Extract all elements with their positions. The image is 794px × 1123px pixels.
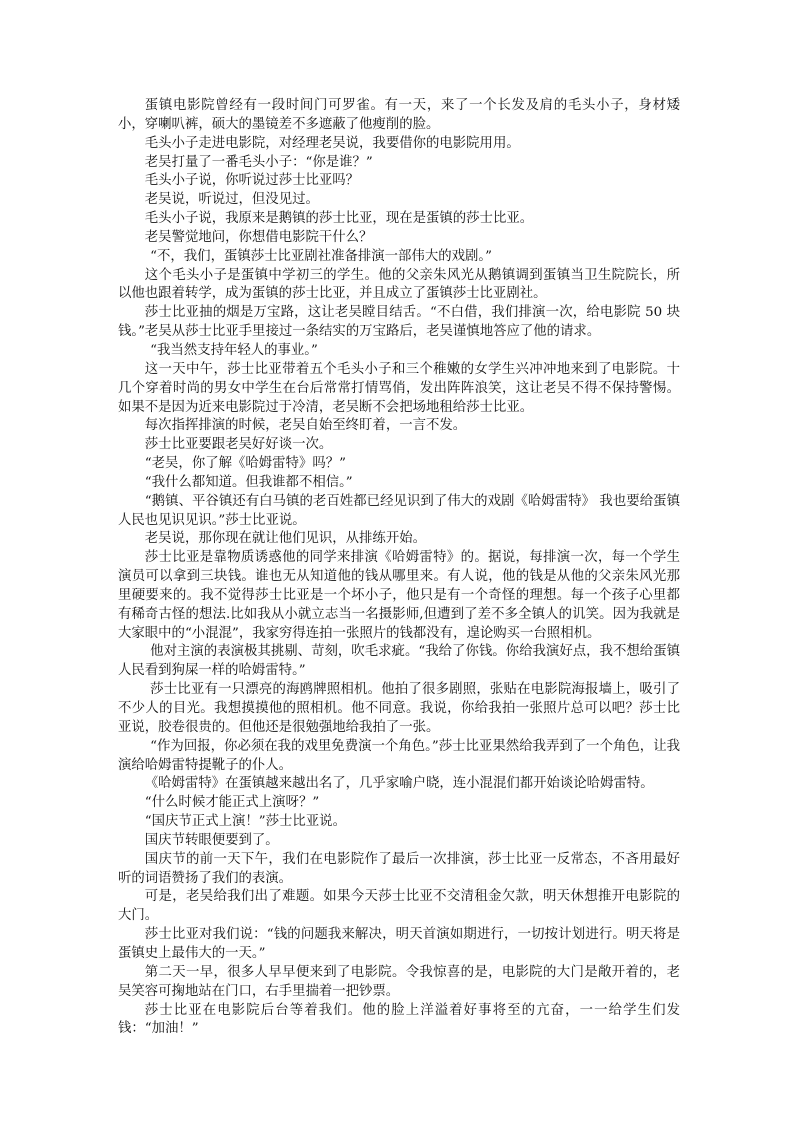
paragraph: 莎士比亚抽的烟是万宝路，这让老吴瞠目结舌。“不白借，我们排演一次，给电影院 50 块钱。”老吴从莎士比亚手里接过一条结实的万宝路后，老吴谨慎地答应了他的请求。 — [118, 305, 680, 340]
paragraph: 国庆节的前一天下午，我们在电影院作了最后一次排演，莎士比亚一反常态，不吝用最好听的词语赞扬了我们的表演。 — [118, 851, 680, 886]
paragraph: 这个毛头小子是蛋镇中学初三的学生。他的父亲朱风光从鹅镇调到蛋镇当卫生院院长，所以他也跟着转学，成为蛋镇的莎士比亚，并且成立了蛋镇莎士比亚剧社。 — [118, 267, 680, 302]
paragraph: 《哈姆雷特》在蛋镇越来越出名了，几乎家喻户晓，连小混混们都开始谈论哈姆雷特。 — [144, 776, 654, 792]
paragraph: “我当然支持年轻人的事业。” — [150, 342, 318, 358]
paragraph: 老吴说，听说过，但没见过。 — [144, 192, 319, 208]
paragraph: 这一天中午，莎士比亚带着五个毛头小子和三个稚嫩的女学生兴冲冲地来到了电影院。十几个穿着时尚的男女中学生在台后常常打情骂俏，发出阵阵浪笑，这让老吴不得不保持警惕。如果不是因为近来电影院过于冷清，老吴断不会把场地租给莎士比亚。 — [118, 361, 680, 415]
paragraph: 莎士比亚有一只漂亮的海鸥牌照相机。他拍了很多剧照，张贴在电影院海报墙上，吸引了不少人的目光。我想摸摸他的照相机。他不同意。我说，你给我拍一张照片总可以吧？莎士比亚说，胶卷很贵的。但他还是很勉强地给我拍了一张。 — [118, 682, 680, 735]
paragraph: 老吴打量了一番毛头小子：“你是谁？” — [144, 154, 373, 170]
paragraph: 国庆节转眼便要到了。 — [144, 832, 279, 848]
paragraph: 他对主演的表演极其挑剔、苛刻，吹毛求疵。“我给了你钱。你给我演好点，我不想给蛋镇人民看到狗屎一样的哈姆雷特。” — [118, 644, 680, 679]
paragraph: “国庆节正式上演！”莎士比亚说。 — [144, 814, 346, 830]
paragraph: 莎士比亚是靠物质诱惑他的同学来排演《哈姆雷特》的。据说，每排演一次，每一个学生演员可以拿到三块钱。谁也无从知道他的钱从哪里来。有人说，他的钱是从他的父亲朱风光那里硬要来的。我不觉得莎士比亚是一个坏小子，他只是有一个奇怪的理想。每一个孩子心里都有稀奇古怪的想法.比如我从小就立志当一名摄影师,但遭到了差不多全镇人的讥笑。因为我就是大家眼中的“小混混”，我家穷得连拍一张照片的钱都没有，遑论购买一台照相机。 — [118, 550, 680, 641]
document-body — [118, 97, 680, 1039]
paragraph: 第二天一早，很多人早早便来到了电影院。令我惊喜的是，电影院的大门是敞开着的，老吴笑容可掬地站在门口，右手里揣着一把钞票。 — [118, 964, 680, 999]
paragraph: 毛头小子说，我原来是鹅镇的莎士比亚，现在是蛋镇的莎士比亚。 — [144, 211, 534, 227]
paragraph: 莎士比亚要跟老吴好好谈一次。 — [144, 437, 333, 453]
paragraph: 老吴说，那你现在就让他们见识，从排练开始。 — [144, 531, 426, 547]
paragraph: 老吴警觉地问，你想借电影院干什么？ — [144, 229, 373, 245]
paragraph: 可是，老吴给我们出了难题。如果今天莎士比亚不交清租金欠款，明天休想推开电影院的大门。 — [118, 889, 680, 924]
paragraph: 蛋镇电影院曾经有一段时间门可罗雀。有一天，来了一个长发及肩的毛头小子，身材矮小，穿喇叭裤，硕大的墨镜差不多遮蔽了他瘦削的脸。 — [118, 98, 680, 132]
paragraph: 毛头小子说，你听说过莎士比亚吗？ — [144, 173, 360, 189]
paragraph: “什么时候才能正式上演呀？” — [144, 795, 320, 811]
paragraph: “鹅镇、平谷镇还有白马镇的老百姓都已经见识到了伟大的戏剧《哈姆雷特》 我也要给蛋镇人民也见识见识。”莎士比亚说。 — [118, 493, 680, 528]
paragraph: 毛头小子走进电影院，对经理老吴说，我要借你的电影院用用。 — [144, 135, 520, 151]
paragraph: “不，我们，蛋镇莎士比亚剧社准备排演一部伟大的戏剧。” — [150, 248, 492, 264]
paragraph: 每次指挥排演的时候，老吴自始至终盯着，一言不发。 — [144, 418, 467, 434]
paragraph: 莎士比亚在电影院后台等着我们。他的脸上洋溢着好事将至的亢奋，一一给学生们发钱：“加油！” — [118, 1002, 680, 1037]
paragraph: “作为回报，你必须在我的戏里免费演一个角色。”莎士比亚果然给我弄到了一个角色，让我演给哈姆雷特提靴子的仆人。 — [118, 738, 680, 773]
paragraph: “老吴，你了解《哈姆雷特》吗？” — [144, 456, 346, 472]
paragraph: “我什么都知道。但我谁都不相信。” — [144, 474, 353, 490]
paragraph: 莎士比亚对我们说：“钱的问题我来解决，明天首演如期进行，一切按计划进行。明天将是蛋镇史上最伟大的一天。” — [118, 927, 680, 961]
